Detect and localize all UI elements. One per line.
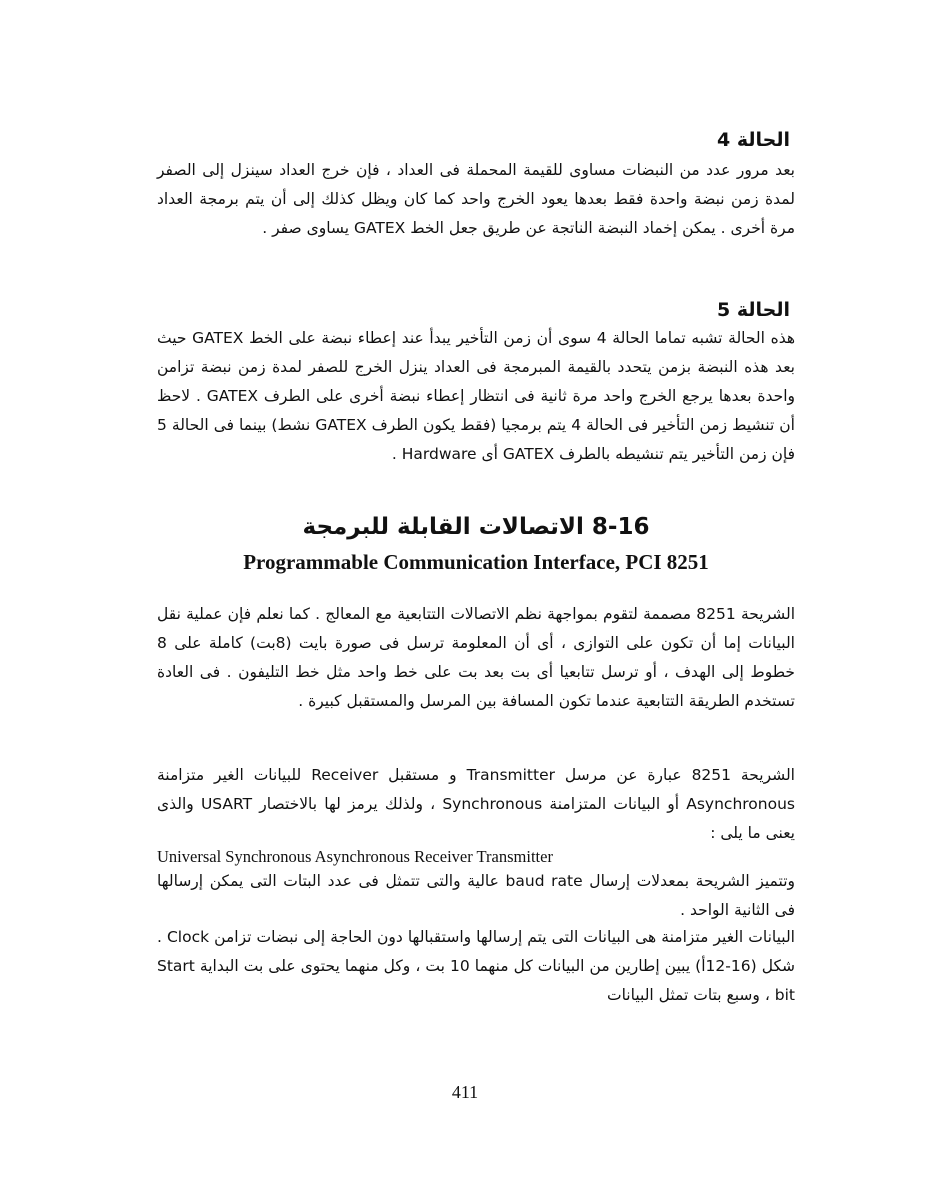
paragraph-baud-rate: وتتميز الشريحة بمعدلات إرسال baud rate عالية والتى تتمثل فى عدد البتات التى يمكن إرسالها فى الثانية الواحد . (157, 872, 795, 919)
paragraph-asynchronous: البيانات الغير متزامنة هى البيانات التى يتم إرسالها واستقبالها دون الحاجة إلى نبضات تزامن Clock . شكل (16-12أ) يبين إطارين من البيانات كل منهما 10 بت ، وكل منهما يحتوى على بت البداية Start bit ، وسبع بتات تمثل البيانات (157, 928, 795, 1004)
page-number: 411 (451, 1082, 479, 1102)
section-subtitle: Programmable Communication Interface, PCI 8251 (243, 550, 709, 574)
case-5-heading: الحالة 5 (717, 299, 790, 321)
section-title: 8-16 الاتصالات القابلة للبرمجة (302, 514, 650, 540)
paragraph-8251-intro: الشريحة 8251 مصممة لتقوم بمواجهة نظم الاتصالات التتابعية مع المعالج . كما نعلم فإن عملية نقل البيانات إما أن تكون على التوازى ، أى أن المعلومة ترسل فى صورة بايت (8بت) كاملة على 8 خطوط إلى الهدف ، أو ترسل تتابعيا أى بت بعد بت على خط واحد مثل خط التليفون . فى العادة تستخدم الطريقة التتابعية عندما تكون المسافة بين المرسل والمستقبل كبيرة . (157, 605, 795, 710)
case-4-paragraph: بعد مرور عدد من النبضات مساوى للقيمة المحملة فى العداد ، فإن خرج العداد سينزل إلى الصفر لمدة زمن نبضة واحدة فقط بعدها يعود الخرج واحد كما كان ويظل كذلك إلى أن يتم برمجة العداد مرة أخرى . يمكن إخماد النبضة الناتجة عن طريق جعل الخط GATEX يساوى صفر . (157, 161, 795, 237)
case-4-heading: الحالة 4 (717, 129, 790, 151)
case-5-paragraph: هذه الحالة تشبه تماما الحالة 4 سوى أن زمن التأخير يبدأ عند إعطاء نبضة على الخط GATEX حيث بعد هذه النبضة بزمن يتحدد بالقيمة المبرمجة فى العداد ينزل الخرج للصفر لمدة زمن نبضة تزامن واحدة بعدها يرجع الخرج واحد مرة ثانية فى انتظار إعطاء نبضة أخرى على الطرف GATEX . لاحظ أن تنشيط زمن التأخير فى الحالة 4 يتم برمجيا (فقط يكون الطرف GATEX نشط) بينما فى الحالة 5 فإن زمن التأخير يتم تنشيطه بالطرف GATEX أى Hardware . (157, 329, 795, 463)
usart-expansion: Universal Synchronous Asynchronous Receiver Transmitter (157, 847, 553, 866)
paragraph-8251-usart: الشريحة 8251 عبارة عن مرسل Transmitter و مستقبل Receiver للبيانات الغير متزامنة Asynchronous أو البيانات المتزامنة Synchronous ، ولذلك يرمز لها بالاختصار USART والذى يعنى ما يلى : (157, 766, 795, 842)
